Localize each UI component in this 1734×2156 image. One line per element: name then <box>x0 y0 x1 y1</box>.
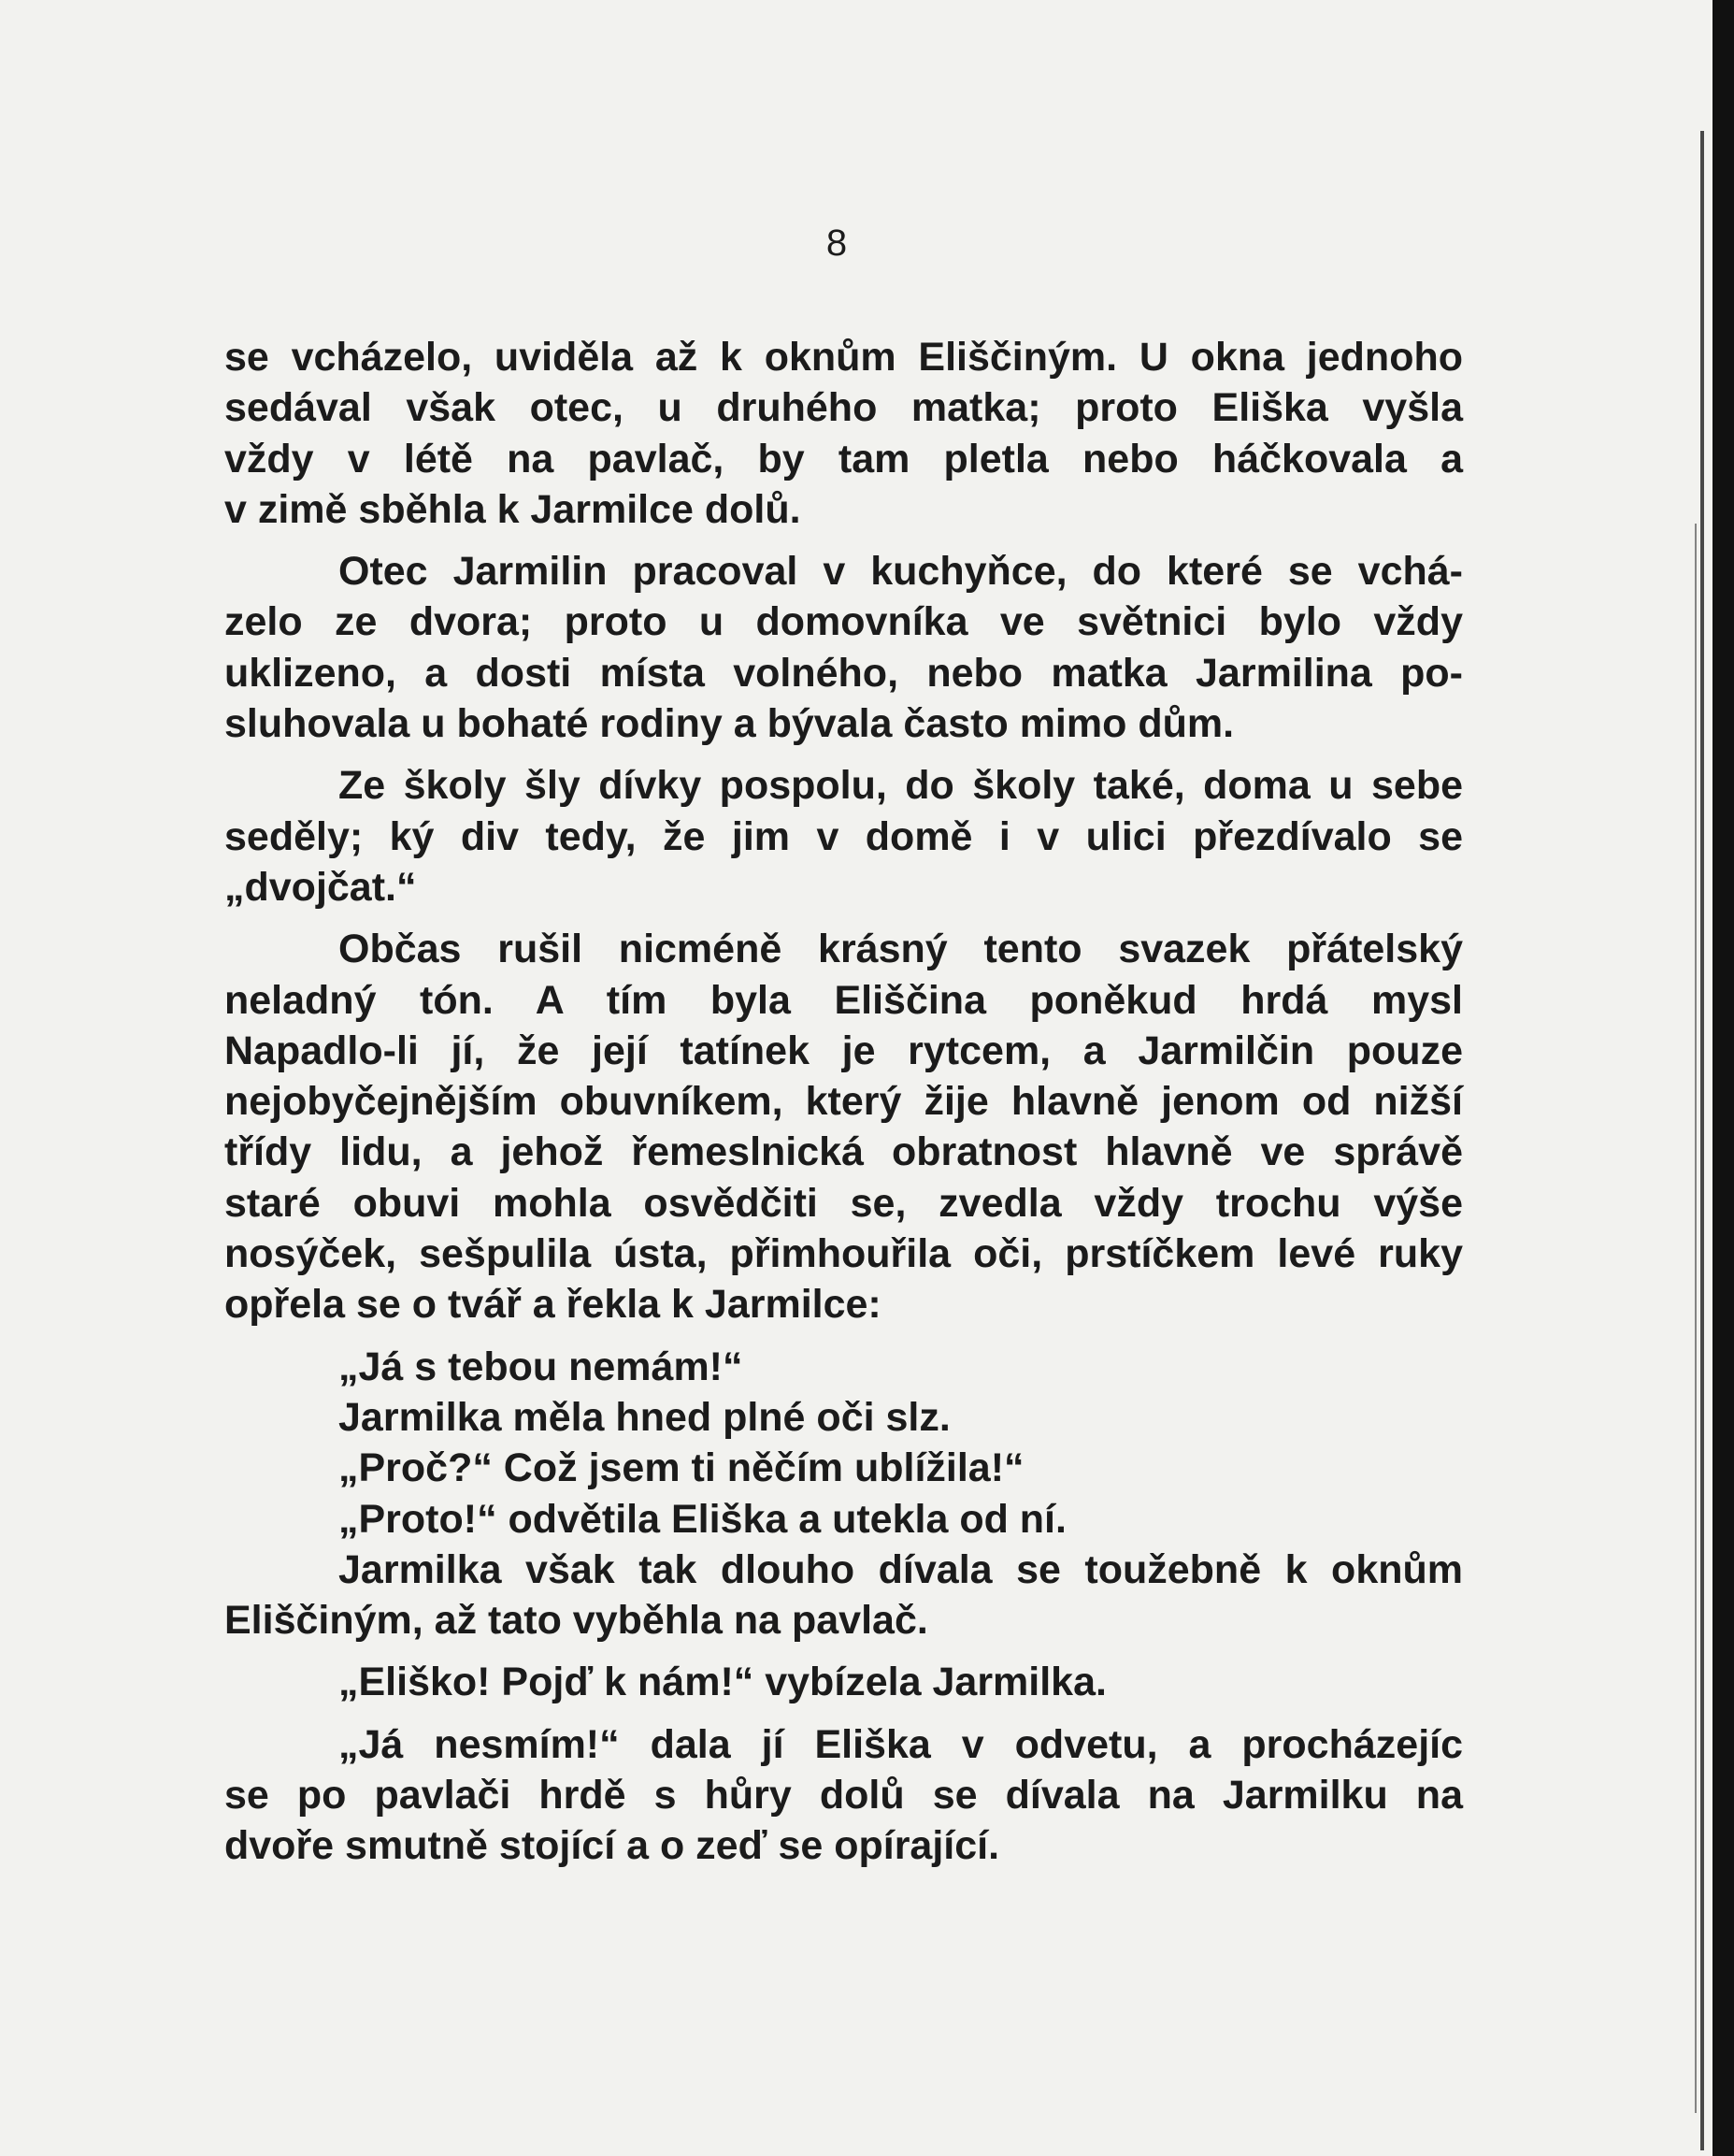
text-line: Jarmilka však tak dlouho dívala se toužebně k oknům <box>338 1546 1463 1592</box>
text-line: sluhovala u bohaté rodiny a bývala často mimo dům. <box>224 701 1235 747</box>
text-line: se vcházelo, uviděla až k oknům Eliščiným. U okna jednoho <box>224 335 1463 380</box>
text-line: staré obuvi mohla osvědčiti se, zvedla vždy trochu výše <box>224 1180 1463 1226</box>
text-line: sedával však otec, u druhého matka; proto Eliška vyšla <box>224 385 1463 431</box>
scan-border <box>1713 0 1734 2156</box>
text-line: nosýček, sešpulila ústa, přimhouřila oči, prstíčkem levé ruky <box>224 1231 1463 1277</box>
paragraph-gap <box>224 1330 1463 1342</box>
text-line: „dvojčat.“ <box>224 864 417 910</box>
text-line: „Proč?“ Což jsem ti něčím ublížila!“ <box>338 1445 1025 1491</box>
text-line: Občas rušil nicméně krásný tento svazek přátelský <box>338 927 1463 972</box>
text-line: v zimě sběhla k Jarmilce dolů. <box>224 486 801 532</box>
paragraph-gap <box>224 913 1463 924</box>
text-line: Eliščiným, až tato vyběhla na pavlač. <box>224 1598 928 1644</box>
text-line: nejobyčejnějším obuvníkem, který žije hlavně jenom od nižší <box>224 1079 1463 1125</box>
paragraph-gap <box>224 749 1463 760</box>
page-number: 8 <box>825 223 848 264</box>
binding-edge-line-inner <box>1695 524 1697 2113</box>
text-line: zelo ze dvora; proto u domovníka ve světnici bylo vždy <box>224 599 1463 645</box>
text-line: „Já nesmím!“ dala jí Eliška v odvetu, a procházejíc <box>338 1721 1463 1767</box>
text-line: „Já s tebou nemám!“ <box>338 1344 743 1389</box>
binding-edge-line <box>1700 131 1704 2150</box>
text-line: dvoře smutně stojící a o zeď se opírající. <box>224 1823 1000 1869</box>
text-line: opřela se o tvář a řekla k Jarmilce: <box>224 1282 881 1328</box>
text-line: třídy lidu, a jehož řemeslnická obratnost hlavně ve správě <box>224 1129 1463 1175</box>
text-line: se po pavlači hrdě s hůry dolů se dívala na Jarmilku na <box>224 1773 1463 1818</box>
text-line: „Eliško! Pojď k nám!“ vybízela Jarmilka. <box>338 1660 1107 1705</box>
text-line: „Proto!“ odvětila Eliška a utekla od ní. <box>338 1496 1067 1542</box>
text-line: Jarmilka měla hned plné oči slz. <box>338 1394 951 1440</box>
body-text <box>224 332 1463 1872</box>
text-line: Otec Jarmilin pracoval v kuchyňce, do které se vchá- <box>338 549 1463 595</box>
paragraph-gap <box>224 1646 1463 1657</box>
text-line: Ze školy šly dívky pospolu, do školy také, doma u sebe <box>338 763 1463 809</box>
paragraph-gap <box>224 1708 1463 1719</box>
text-line: seděly; ký div tedy, že jim v domě i v ulici přezdívalo se <box>224 813 1463 859</box>
text-line: Napadlo-li jí, že její tatínek je rytcem, a Jarmilčin pouze <box>224 1028 1463 1073</box>
text-line: uklizeno, a dosti místa volného, nebo matka Jarmilina po- <box>224 650 1463 696</box>
text-line: neladný tón. A tím byla Eliščina poněkud hrdá mysl <box>224 977 1463 1023</box>
paragraph-gap <box>224 535 1463 546</box>
text-line: vždy v létě na pavlač, by tam pletla nebo háčkovala a <box>224 436 1463 482</box>
